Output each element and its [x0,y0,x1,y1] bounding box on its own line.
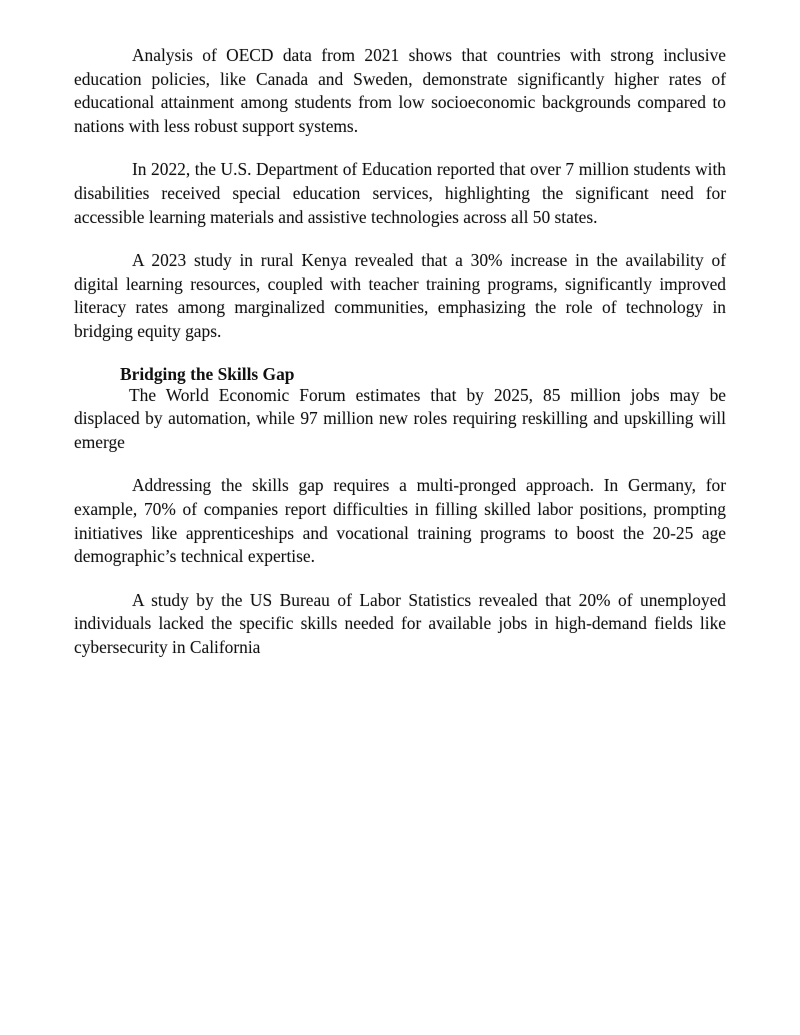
paragraph-kenya-digital-learning: A 2023 study in rural Kenya revealed that a 30% increase in the availability of digital learning resources, coupled with teacher training programs, significantly improved literacy rates among marginalized communities, emphasizing the role of technology in bridging equity gaps. [74,250,726,341]
paragraph-germany-skills-gap: Addressing the skills gap requires a multi-pronged approach. In Germany, for example, 70% of companies report difficulties in filling skilled labor positions, prompting initiatives like apprenticeships and vocational training programs to boost the 20-25 age demographic’s technical expertise. [74,475,726,567]
paragraph-bls-unemployed-skills: A study by the US Bureau of Labor Statistics revealed that 20% of unemployed individuals lacked the specific skills needed for available jobs in high-demand fields like cybersecurity in California [74,589,726,657]
paragraph-oecd-inclusive-education: Analysis of OECD data from 2021 shows that countries with strong inclusive education policies, like Canada and Sweden, demonstrate significantly higher rates of educational attainment among students from low socioeconomic backgrounds compared to nations with less robust support systems. [74,45,726,136]
paragraph-wef-automation: The World Economic Forum estimates that by 2025, 85 million jobs may be displaced by automation, while 97 million new roles requiring reskilling and upskilling will emerge [74,384,726,452]
section-heading-skills-gap: Bridging the Skills Gap [120,363,295,384]
paragraph-us-special-education: In 2022, the U.S. Department of Education reported that over 7 million students with disabilities received special education services, highlighting the significant need for accessible learning materials and assistive technologies across all 50 states. [74,159,726,227]
document-page [74,44,726,679]
